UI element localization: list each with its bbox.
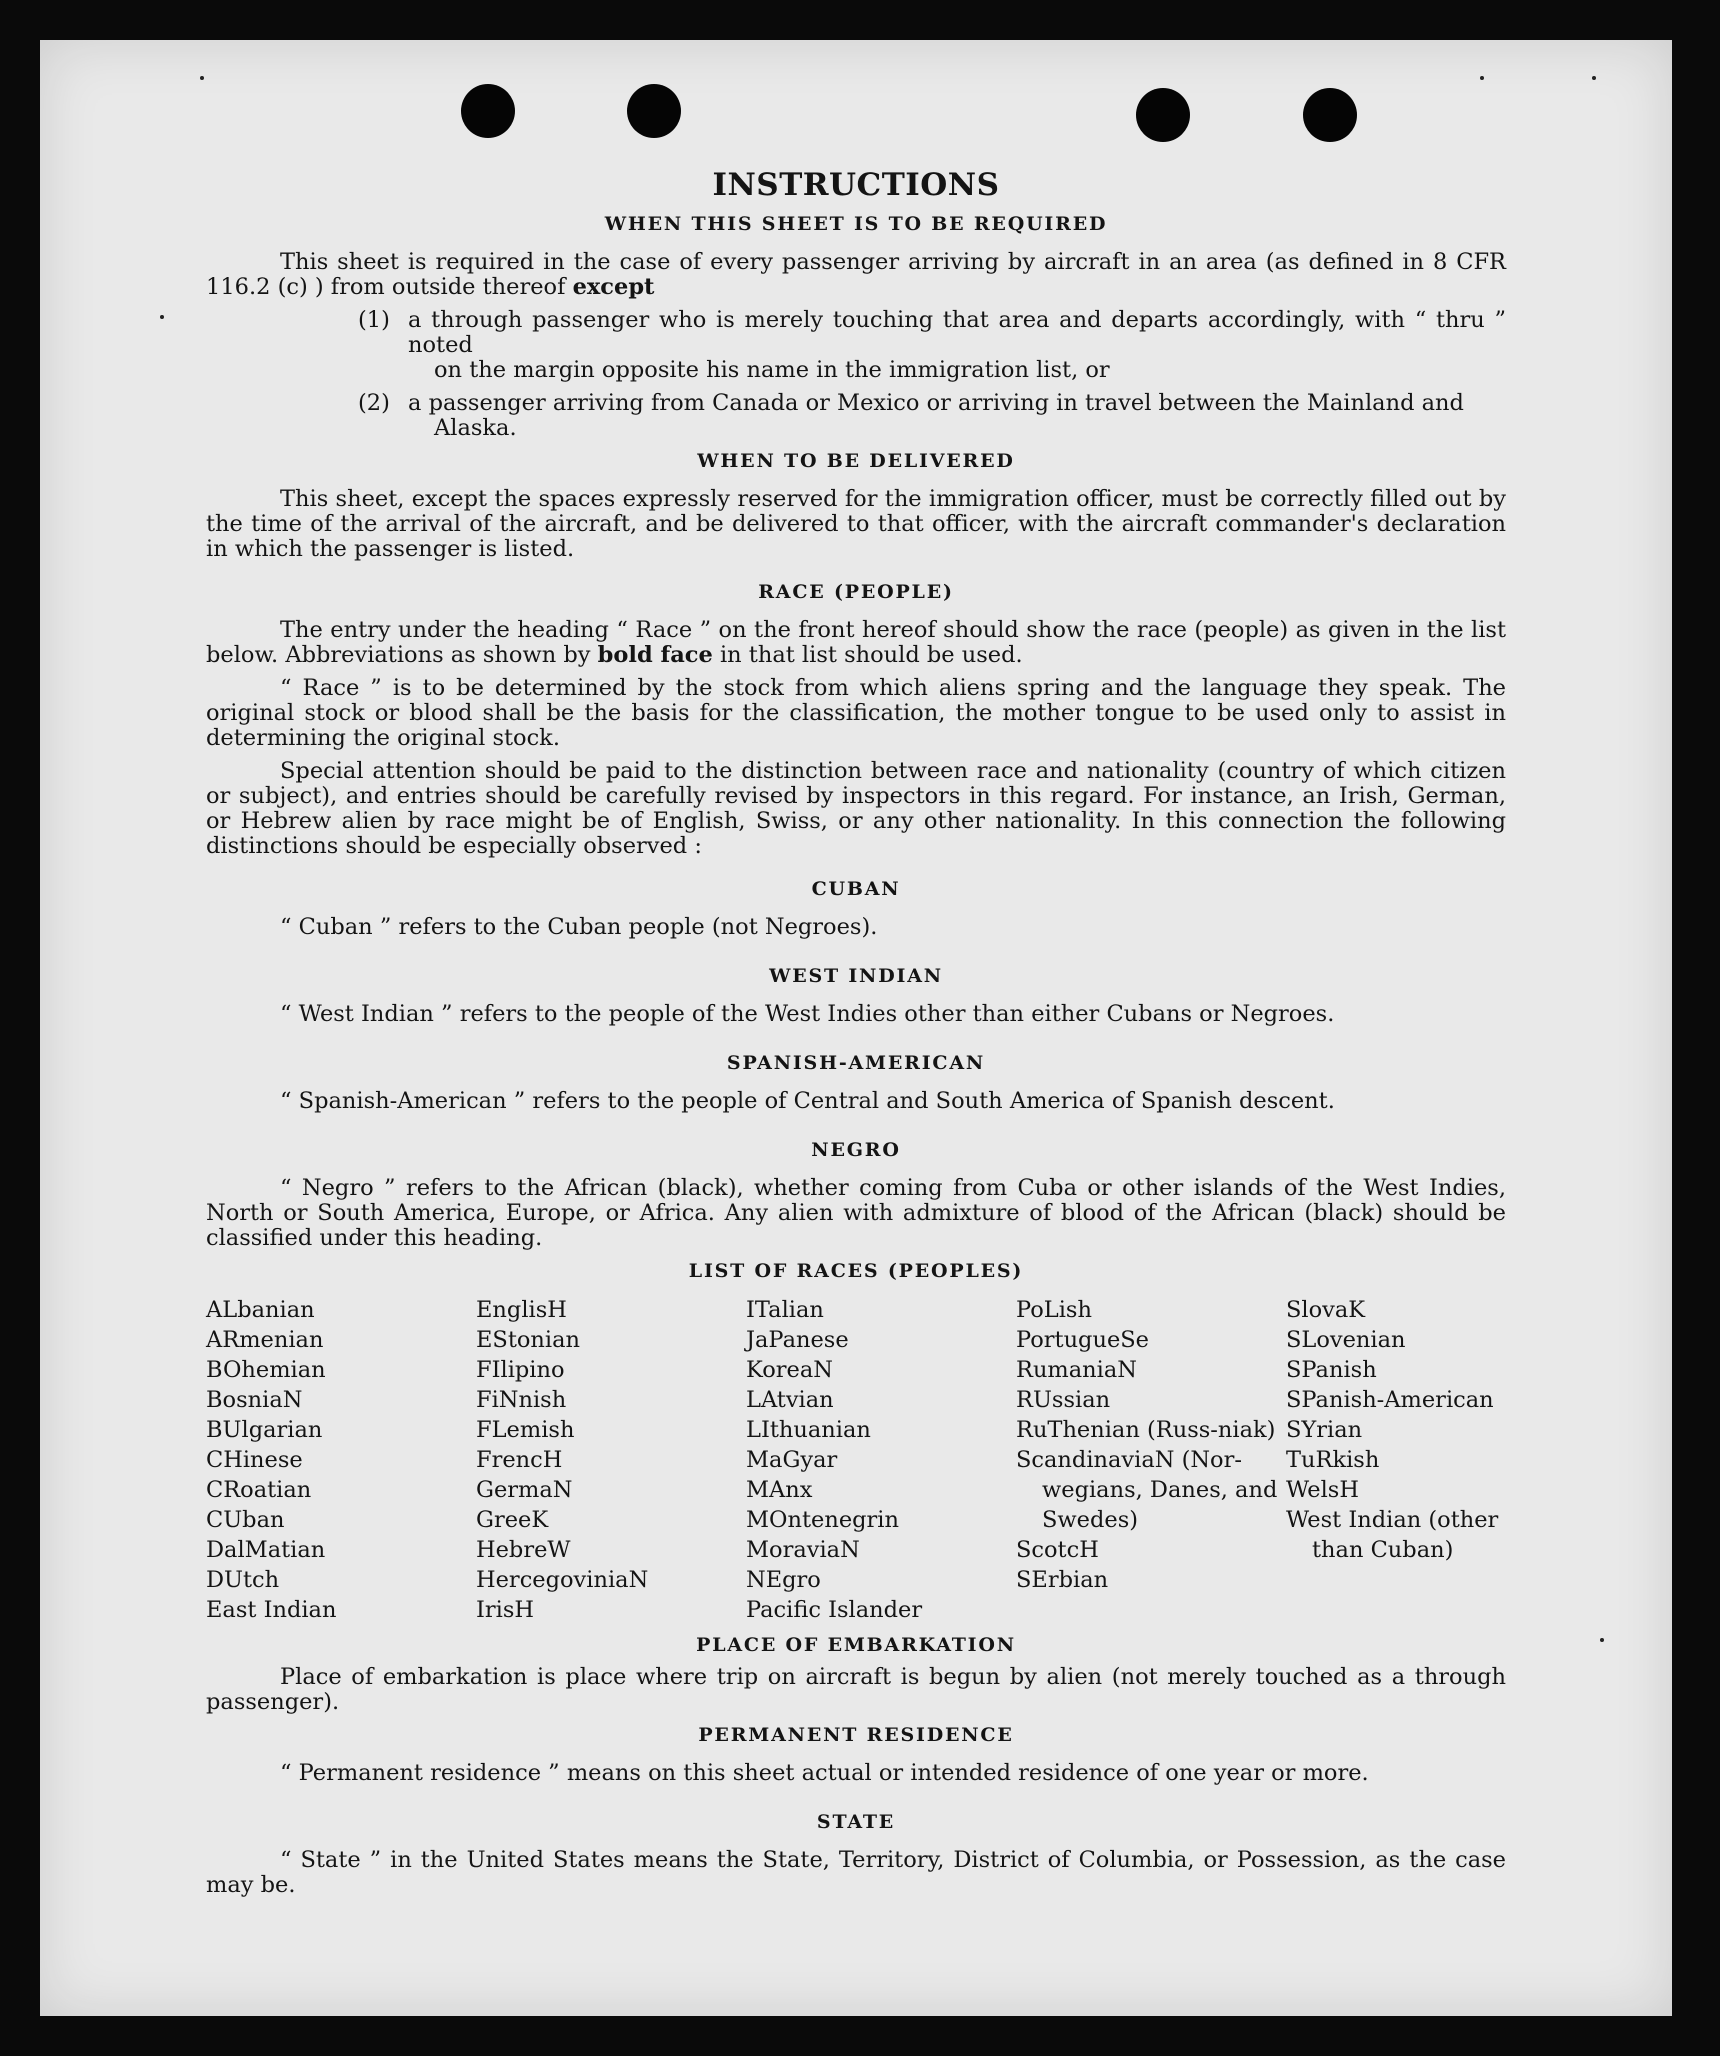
race-entry: DalMatian bbox=[206, 1537, 326, 1563]
race-entry: PortugueSe bbox=[1016, 1327, 1150, 1353]
section-heading: LIST OF RACES (PEOPLES) bbox=[688, 1260, 1024, 1282]
race-entry: CRoatian bbox=[206, 1477, 312, 1503]
punch-hole bbox=[1136, 88, 1190, 142]
race-entry: MoraviaN bbox=[746, 1537, 860, 1563]
paragraph bbox=[206, 618, 1506, 668]
paragraph: “ West Indian ” refers to the people of the West Indies other than either Cubans or Negroes. bbox=[280, 1001, 1335, 1027]
list-item bbox=[358, 391, 1506, 441]
race-entry: CUban bbox=[206, 1507, 285, 1533]
race-entry: ITalian bbox=[746, 1297, 824, 1323]
paragraph: “ Spanish-American ” refers to the people of Central and South America of Spanish descent. bbox=[280, 1088, 1335, 1114]
section-heading: WHEN THIS SHEET IS TO BE REQUIRED bbox=[604, 213, 1108, 235]
section-heading: STATE bbox=[816, 1811, 896, 1833]
instructions-content bbox=[206, 166, 1506, 1898]
bold-text: except bbox=[572, 274, 655, 300]
races-column bbox=[1286, 1295, 1506, 1625]
race-entry: RumaniaN bbox=[1016, 1357, 1137, 1383]
race-entry: IrisH bbox=[476, 1597, 535, 1623]
punch-hole bbox=[1303, 88, 1357, 142]
section-heading: SPANISH-AMERICAN bbox=[726, 1052, 986, 1074]
paragraph: “ Permanent residence ” means on this sheet actual or intended residence of one year or more. bbox=[280, 1760, 1369, 1786]
section-negro bbox=[206, 1138, 1506, 1251]
section-heading: RACE (PEOPLE) bbox=[758, 581, 954, 603]
race-entry: RuThenian (Russ-niak) bbox=[1016, 1417, 1276, 1443]
section-heading: WHEN TO BE DELIVERED bbox=[697, 450, 1015, 472]
race-entry: SLovenian bbox=[1286, 1327, 1406, 1353]
race-entry: HebreW bbox=[476, 1537, 571, 1563]
race-entry: TuRkish bbox=[1286, 1447, 1380, 1473]
section-heading: PLACE OF EMBARKATION bbox=[696, 1634, 1016, 1656]
race-entry: PoLish bbox=[1016, 1297, 1092, 1323]
section-list-of-races bbox=[206, 1259, 1506, 1625]
race-entry: SErbian bbox=[1016, 1567, 1109, 1593]
paragraph: “ Race ” is to be determined by the stock from which aliens spring and the language they speak. The original stock or blood shall be the basis for the classification, the mother tongue to be used only to assist in determining the original stock. bbox=[206, 675, 1506, 751]
paragraph-text: in that list should be used. bbox=[719, 642, 1023, 668]
race-entry: FIlipino bbox=[476, 1357, 565, 1383]
races-table bbox=[206, 1295, 1506, 1625]
section-when-delivered bbox=[206, 449, 1506, 562]
race-entry: RUssian bbox=[1016, 1387, 1111, 1413]
section-heading: CUBAN bbox=[811, 878, 901, 900]
speck bbox=[1592, 76, 1596, 80]
race-entry: FrencH bbox=[476, 1447, 563, 1473]
section-state bbox=[206, 1810, 1506, 1898]
bold-text: bold face bbox=[597, 642, 713, 668]
race-entry: ARmenian bbox=[206, 1327, 324, 1353]
race-entry: KoreaN bbox=[746, 1357, 833, 1383]
race-entry: CHinese bbox=[206, 1447, 303, 1473]
race-entry: JaPanese bbox=[746, 1327, 849, 1353]
paragraph: “ Negro ” refers to the African (black), whether coming from Cuba or other islands of the West Indies, North or South America, Europe, or Africa. Any alien with admixture of blood of the African (black) should be classified under this heading. bbox=[206, 1175, 1506, 1251]
race-entry: MOntenegrin bbox=[746, 1507, 899, 1533]
punch-hole bbox=[461, 84, 515, 138]
section-spanish-american bbox=[206, 1051, 1506, 1114]
race-entry: MAnx bbox=[746, 1477, 813, 1503]
race-entry: BOhemian bbox=[206, 1357, 326, 1383]
section-west-indian bbox=[206, 964, 1506, 1027]
paragraph bbox=[206, 250, 1506, 300]
section-cuban bbox=[206, 877, 1506, 940]
race-entry: SPanish bbox=[1286, 1357, 1377, 1383]
paragraph: Place of embarkation is place where trip on aircraft is begun by alien (not merely touched as a through passenger). bbox=[206, 1664, 1506, 1715]
section-when-required bbox=[206, 212, 1506, 441]
section-heading: NEGRO bbox=[811, 1139, 901, 1161]
paragraph: This sheet, except the spaces expressly reserved for the immigration officer, must be correctly filled out by the time of the arrival of the aircraft, and be delivered to that officer, with the aircraft commander's declaration in which the passenger is listed. bbox=[206, 486, 1506, 562]
race-entry: BUlgarian bbox=[206, 1417, 323, 1443]
section-heading: PERMANENT RESIDENCE bbox=[698, 1724, 1014, 1746]
race-entry: Pacific Islander bbox=[746, 1597, 923, 1623]
races-column bbox=[206, 1295, 476, 1625]
speck bbox=[160, 315, 164, 319]
races-column bbox=[746, 1295, 1016, 1625]
paragraph: “ Cuban ” refers to the Cuban people (not Negroes). bbox=[280, 914, 878, 940]
item-number: (2) bbox=[358, 390, 390, 416]
list-item bbox=[358, 308, 1506, 383]
race-entry: MaGyar bbox=[746, 1447, 838, 1473]
section-race bbox=[206, 580, 1506, 859]
section-permanent-residence bbox=[206, 1723, 1506, 1786]
race-entry: ALbanian bbox=[206, 1297, 315, 1323]
paragraph-text: This sheet is required in the case of every passenger arriving by aircraft in an area (as defined in 8 CFR 116.2 (c) ) from outside thereof bbox=[206, 249, 1506, 300]
race-entry: LAtvian bbox=[746, 1387, 834, 1413]
item-line: on the margin opposite his name in the immigration list, or bbox=[434, 357, 1110, 383]
item-number: (1) bbox=[358, 307, 390, 333]
exception-list bbox=[358, 308, 1506, 441]
race-entry: FiNnish bbox=[476, 1387, 567, 1413]
section-heading: WEST INDIAN bbox=[769, 965, 943, 987]
item-text bbox=[408, 308, 1506, 383]
item-line: Alaska. bbox=[434, 415, 517, 441]
item-text bbox=[408, 391, 1506, 441]
race-entry: FLemish bbox=[476, 1417, 575, 1443]
item-line: a passenger arriving from Canada or Mexico or arriving in travel between the Mainland and bbox=[408, 390, 1464, 416]
race-entry: GreeK bbox=[476, 1507, 549, 1533]
item-line: a through passenger who is merely touching that area and departs accordingly, with “ thru ” noted bbox=[408, 307, 1506, 358]
race-entry: NEgro bbox=[746, 1567, 821, 1593]
speck bbox=[1480, 76, 1484, 80]
race-entry: SlovaK bbox=[1286, 1297, 1366, 1323]
paragraph: Special attention should be paid to the distinction between race and nationality (country of which citizen or subject), and entries should be carefully revised by inspectors in this regard. For instance, an Irish, German, or Hebrew alien by race might be of English, Swiss, or any other nationality. In this connection the following distinctions should be especially observed : bbox=[206, 758, 1506, 859]
speck bbox=[1600, 1638, 1604, 1642]
races-column bbox=[1016, 1295, 1286, 1625]
paragraph-text: The entry under the heading “ Race ” on the front hereof should show the race (people) as given in the list below. Abbreviations as shown by bbox=[206, 617, 1506, 668]
race-entry: SPanish-American bbox=[1286, 1387, 1494, 1413]
race-entry: EnglisH bbox=[476, 1297, 567, 1323]
punch-hole bbox=[627, 84, 681, 138]
race-entry: East Indian bbox=[206, 1597, 337, 1623]
race-entry: BosniaN bbox=[206, 1387, 303, 1413]
speck bbox=[200, 76, 204, 80]
race-entry: SYrian bbox=[1286, 1417, 1363, 1443]
race-entry: HercegoviniaN bbox=[476, 1567, 649, 1593]
section-embarkation bbox=[206, 1633, 1506, 1715]
page-title: INSTRUCTIONS bbox=[712, 167, 1000, 203]
race-entry: WelsH bbox=[1286, 1477, 1359, 1503]
race-entry: LIthuanian bbox=[746, 1417, 871, 1443]
races-column bbox=[476, 1295, 746, 1625]
race-entry: GermaN bbox=[476, 1477, 573, 1503]
race-entry: EStonian bbox=[476, 1327, 581, 1353]
paragraph: “ State ” in the United States means the State, Territory, District of Columbia, or Possession, as the case may be. bbox=[206, 1847, 1506, 1898]
race-entry: ScandinaviaN (Nor-wegians, Danes, and Swedes) bbox=[1016, 1447, 1278, 1533]
race-entry: ScotcH bbox=[1016, 1537, 1099, 1563]
race-entry: DUtch bbox=[206, 1567, 280, 1593]
race-entry: West Indian (other than Cuban) bbox=[1286, 1507, 1499, 1563]
